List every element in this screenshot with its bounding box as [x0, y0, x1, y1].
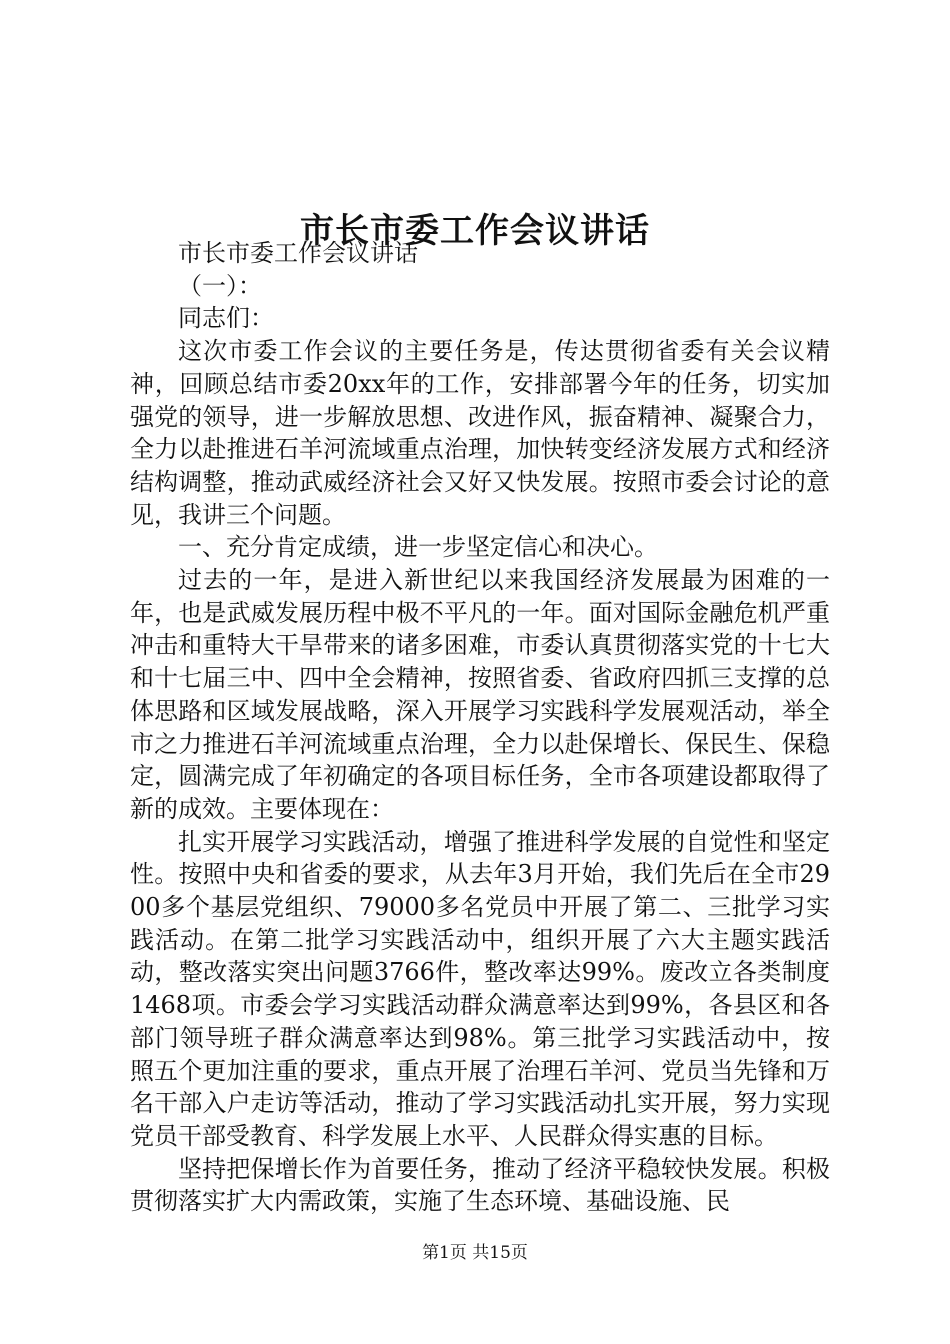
body-paragraph: 扎实开展学习实践活动，增强了推进科学发展的自觉性和坚定性。按照中央和省委的要求，从去年3月开始，我们先后在全市2900多个基层党组织、79000多名党员中开展了第二、三批学习实践活动。在第二批学习实践活动中，组织开展了六大主题实践活动，整改落实突出问题3766件，整改率达99%。废改立各类制度1468项。市委会学习实践活动群众满意率达到99%，各县区和各部门领导班子群众满意率达到98%。第三批学习实践活动中，按照五个更加注重的要求，重点开展了治理石羊河、党员当先锋和万名干部入户走访等活动，推动了学习实践活动扎实开展，努力实现党员干部受教育、科学发展上水平、人民群众得实惠的目标。	[130, 827, 830, 1150]
subtitle-paragraph: 市长市委工作会议讲话	[178, 239, 418, 267]
salutation-paragraph: 同志们：	[178, 304, 274, 333]
body-paragraph: 过去的一年，是进入新世纪以来我国经济发展最为困难的一年，也是武威发展历程中极不平凡的一年。面对国际金融危机严重冲击和重特大干旱带来的诸多困难，市委认真贯彻落实党的十七大和十七届三中、四中全会精神，按照省委、省政府四抓三支撑的总体思路和区域发展战略，深入开展学习实践科学发展观活动，举全市之力推进石羊河流域重点治理，全力以赴保增长、保民生、保稳定，圆满完成了年初确定的各项目标任务，全市各项建设都取得了新的成效。主要体现在：	[130, 566, 830, 823]
section-heading-paragraph: 一、充分肯定成绩，进一步坚定信心和决心。	[178, 533, 658, 562]
document-title: 市长市委工作会议讲话	[300, 210, 650, 251]
section-number-paragraph: （一）：	[178, 271, 262, 300]
body-paragraph: 坚持把保增长作为首要任务，推动了经济平稳较快发展。积极贯彻落实扩大内需政策，实施了生态环境、基础设施、民	[130, 1154, 830, 1216]
page-number-footer: 第1页 共15页	[422, 1243, 528, 1263]
body-paragraph: 这次市委工作会议的主要任务是，传达贯彻省委有关会议精神，回顾总结市委20xx年的工作，安排部署今年的任务，切实加强党的领导，进一步解放思想、改进作风，振奋精神、凝聚合力，全力以赴推进石羊河流域重点治理，加快转变经济发展方式和经济结构调整，推动武威经济社会又好又快发展。按照市委会讨论的意见，我讲三个问题。	[130, 337, 830, 529]
document-body	[130, 237, 830, 1218]
